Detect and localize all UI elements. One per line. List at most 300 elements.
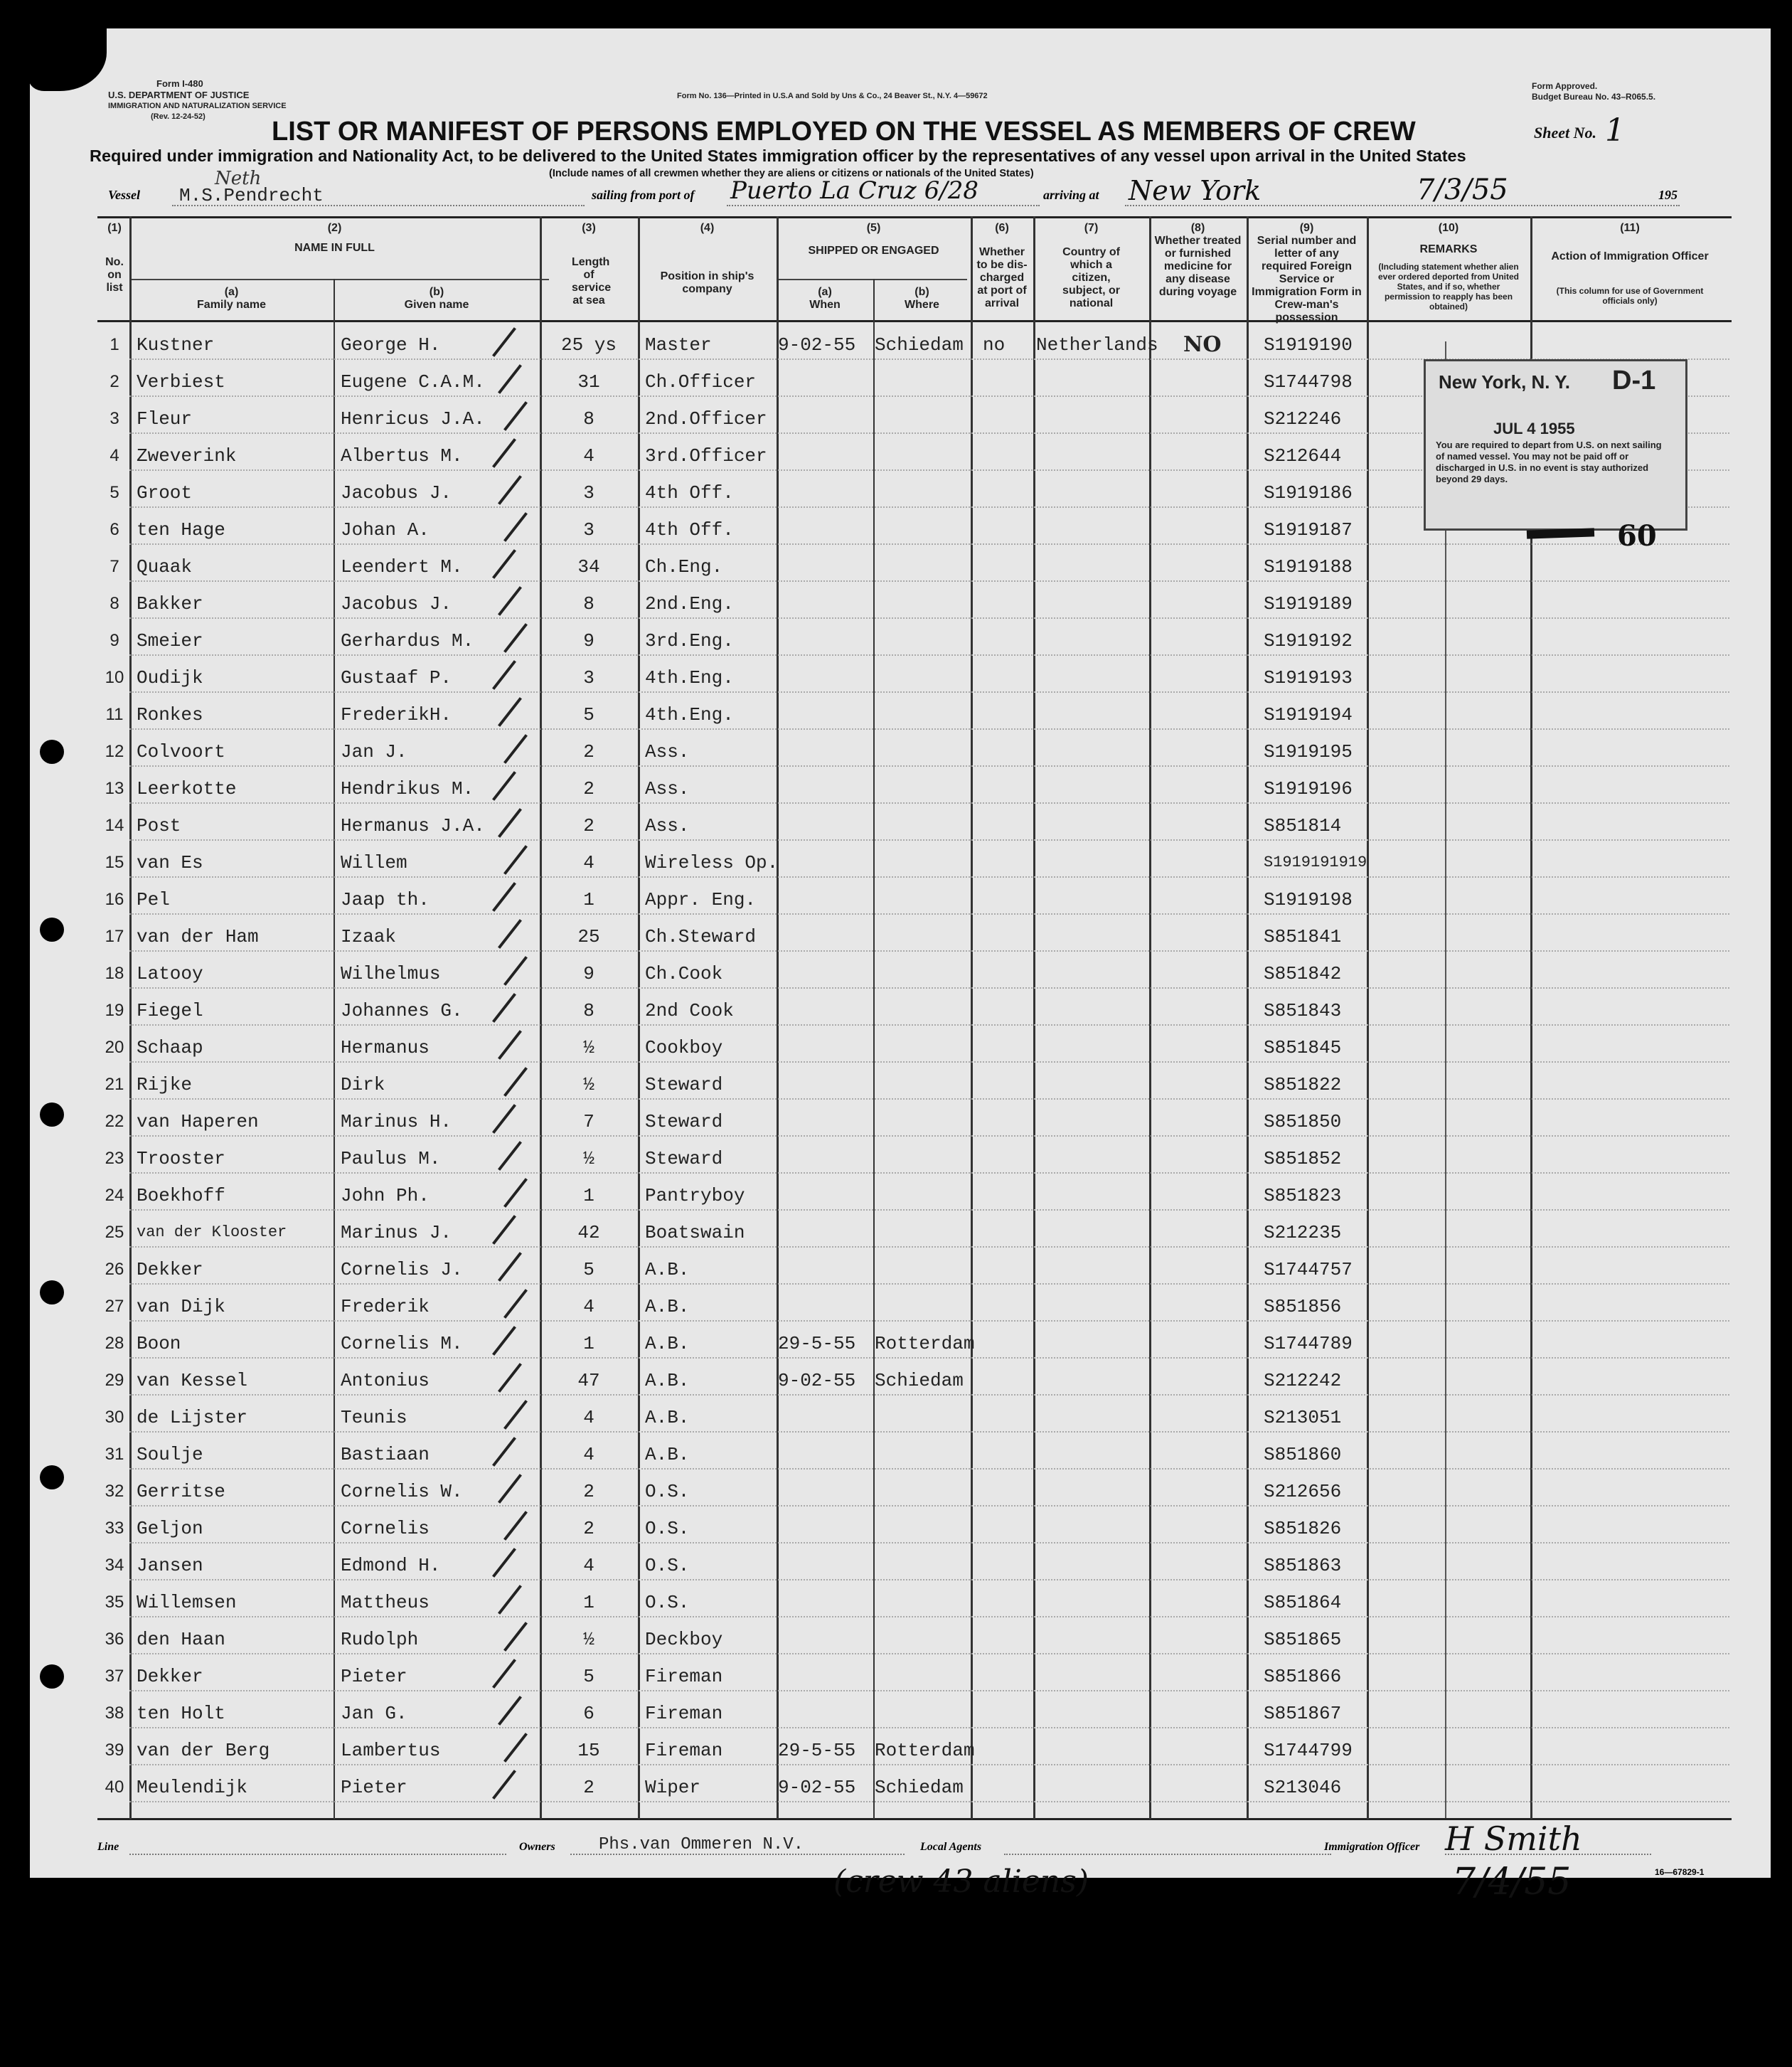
- position: Steward: [645, 1074, 723, 1095]
- length-of-service: 9: [583, 630, 594, 652]
- row-number: 30: [105, 1408, 124, 1427]
- family-name: Quaak: [137, 556, 193, 578]
- check-mark-icon: [492, 327, 516, 357]
- position: Ch.Steward: [645, 926, 757, 947]
- given-name: Frederik: [341, 1296, 430, 1317]
- check-mark-icon: [498, 1585, 522, 1615]
- row-number: 22: [105, 1112, 124, 1131]
- country: Netherlands: [1036, 334, 1158, 356]
- serial-number: S1744789: [1264, 1333, 1353, 1354]
- position: Ass.: [645, 741, 690, 762]
- length-of-service: 47: [577, 1370, 600, 1391]
- serial-number: S851856: [1264, 1296, 1342, 1317]
- position: Pantryboy: [645, 1185, 745, 1206]
- arrival-date: 7/3/55: [1417, 174, 1508, 206]
- row-number: 19: [105, 1001, 124, 1020]
- col2-number: (2): [327, 222, 342, 234]
- sailing-from-port: Puerto La Cruz 6/28: [730, 176, 978, 205]
- given-name: Jan J.: [341, 741, 407, 762]
- col2a-header: Family name: [197, 299, 266, 311]
- crossed-out-mark: [1527, 528, 1594, 538]
- officer-signature: H Smith: [1445, 1819, 1582, 1858]
- length-of-service: 2: [583, 741, 594, 762]
- length-of-service: 4: [583, 852, 594, 873]
- col5-number: (5): [866, 222, 881, 234]
- row-number: 27: [105, 1297, 124, 1316]
- family-name: van Es: [137, 852, 203, 873]
- given-name: Johan A.: [341, 519, 430, 541]
- check-mark-icon: [492, 549, 516, 579]
- serial-number: S851826: [1264, 1518, 1342, 1539]
- check-mark-icon: [492, 438, 516, 468]
- given-name: Leendert M.: [341, 556, 463, 578]
- given-name: George H.: [341, 334, 441, 356]
- serial-number: S1919196: [1264, 778, 1353, 799]
- serial-number: S212242: [1264, 1370, 1342, 1391]
- medicine: NO: [1183, 332, 1222, 357]
- serial-number: S851852: [1264, 1148, 1342, 1169]
- shipped-when: 29-5-55: [778, 1740, 856, 1761]
- length-of-service: 3: [583, 519, 594, 541]
- serial-number: S851841: [1264, 926, 1342, 947]
- given-name: Willem: [341, 852, 407, 873]
- row-number: 28: [105, 1334, 124, 1353]
- serial-number: S851867: [1264, 1703, 1342, 1724]
- shipped-where: Schiedam: [875, 1370, 964, 1391]
- serial-number: S1744757: [1264, 1259, 1353, 1280]
- family-name: Gerritse: [137, 1481, 225, 1502]
- sailing-label: sailing from port of: [592, 188, 695, 202]
- family-name: van der Klooster: [137, 1223, 287, 1241]
- given-name: Cornelis M.: [341, 1333, 463, 1354]
- owners-label: Owners: [519, 1841, 555, 1853]
- family-name: Groot: [137, 482, 193, 504]
- position: 4th Off.: [645, 482, 734, 504]
- family-name: Boon: [137, 1333, 181, 1354]
- officer-date: 7/4/55: [1452, 1861, 1572, 1903]
- shipped-where: Schiedam: [875, 334, 964, 356]
- stamp-code: D-1: [1612, 366, 1656, 395]
- position: Fireman: [645, 1666, 723, 1687]
- col7-header: Country of which a citizen, subject, or national: [1062, 246, 1120, 309]
- row-number: 18: [105, 964, 124, 983]
- line-label: Line: [97, 1841, 119, 1853]
- given-name: FrederikH.: [341, 704, 452, 726]
- check-mark-icon: [503, 1400, 528, 1430]
- family-name: Dekker: [137, 1259, 203, 1280]
- length-of-service: 2: [583, 778, 594, 799]
- family-name: Schaap: [137, 1037, 203, 1058]
- serial-number: S1919191919: [1264, 854, 1367, 871]
- position: Steward: [645, 1148, 723, 1169]
- serial-number: S212644: [1264, 445, 1342, 467]
- length-of-service: 2: [583, 1481, 594, 1502]
- shipped-where: Schiedam: [875, 1777, 964, 1798]
- owners-value: Phs.van Ommeren N.V.: [599, 1835, 804, 1854]
- serial-number: S212246: [1264, 408, 1342, 430]
- length-of-service: 3: [583, 482, 594, 504]
- family-name: Leerkotte: [137, 778, 237, 799]
- given-name: Cornelis W.: [341, 1481, 463, 1502]
- manifest-sheet: [30, 28, 1771, 1903]
- length-of-service: 15: [577, 1740, 600, 1761]
- serial-number: S851842: [1264, 963, 1342, 984]
- position: 4th.Eng.: [645, 704, 734, 726]
- check-mark-icon: [498, 1030, 522, 1060]
- check-mark-icon: [503, 956, 528, 986]
- serial-number: S1919194: [1264, 704, 1353, 726]
- position: O.S.: [645, 1481, 690, 1502]
- form-approved: Form Approved.: [1532, 81, 1598, 91]
- row-number: 34: [105, 1556, 124, 1575]
- length-of-service: 2: [583, 1518, 594, 1539]
- shipped-when: 9-02-55: [778, 1370, 856, 1391]
- length-of-service: 1: [583, 1185, 594, 1206]
- row-number: 6: [110, 520, 119, 539]
- col8-number: (8): [1190, 222, 1205, 234]
- check-mark-icon: [503, 1733, 528, 1763]
- family-name: Pel: [137, 889, 170, 910]
- shipped-when: 9-02-55: [778, 1777, 856, 1798]
- given-name: John Ph.: [341, 1185, 430, 1206]
- family-name: van der Berg: [137, 1740, 270, 1761]
- col6-header: Whether to be dis-charged at port of arrival: [976, 246, 1028, 309]
- check-mark-icon: [498, 1474, 522, 1504]
- col5a-letter: (a): [818, 286, 832, 298]
- family-name: Fiegel: [137, 1000, 203, 1021]
- family-name: Jansen: [137, 1555, 203, 1576]
- given-name: Hermanus: [341, 1037, 430, 1058]
- discharge: no: [983, 334, 1006, 356]
- given-name: Eugene C.A.M.: [341, 371, 485, 393]
- row-number: 25: [105, 1223, 124, 1242]
- col11-note: (This column for use of Government officials only): [1556, 286, 1704, 306]
- position: O.S.: [645, 1592, 690, 1613]
- budget-bureau: Budget Bureau No. 43–R065.5.: [1532, 92, 1656, 102]
- check-mark-icon: [492, 1326, 516, 1356]
- row-number: 13: [105, 779, 124, 798]
- serial-number: S213046: [1264, 1777, 1342, 1798]
- col10-number: (10): [1438, 222, 1459, 234]
- serial-number: S1919188: [1264, 556, 1353, 578]
- check-mark-icon: [492, 771, 516, 801]
- position: 2nd.Eng.: [645, 593, 734, 615]
- family-name: Smeier: [137, 630, 203, 652]
- row-number: 11: [105, 705, 124, 724]
- length-of-service: ½: [583, 1629, 594, 1650]
- family-name: Zweverink: [137, 445, 237, 467]
- serial-number: S1919190: [1264, 334, 1353, 356]
- check-mark-icon: [492, 882, 516, 912]
- row-number: 37: [105, 1667, 124, 1686]
- check-mark-icon: [492, 1215, 516, 1245]
- position: A.B.: [645, 1333, 690, 1354]
- length-of-service: 34: [577, 556, 600, 578]
- check-mark-icon: [503, 1622, 528, 1652]
- position: Wiper: [645, 1777, 701, 1798]
- col5b-letter: (b): [914, 286, 929, 298]
- family-name: ten Hage: [137, 519, 225, 541]
- serial-number: S1919193: [1264, 667, 1353, 689]
- form-id: Form I-480: [156, 78, 203, 89]
- length-of-service: 5: [583, 704, 594, 726]
- row-number: 2: [110, 372, 119, 391]
- col7-number: (7): [1084, 222, 1099, 234]
- row-number: 20: [105, 1038, 124, 1057]
- serial-number: S1919186: [1264, 482, 1353, 504]
- serial-number: S851864: [1264, 1592, 1342, 1613]
- col5-header: SHIPPED OR ENGAGED: [808, 245, 939, 257]
- given-name: Hendrikus M.: [341, 778, 474, 799]
- family-name: Post: [137, 815, 181, 836]
- position: A.B.: [645, 1370, 690, 1391]
- serial-number: S1744799: [1264, 1740, 1353, 1761]
- length-of-service: ½: [583, 1148, 594, 1169]
- row-number: 26: [105, 1260, 124, 1279]
- annotation-60: 60: [1617, 519, 1657, 553]
- include-note: (Include names of all crewmen whether they are aliens or citizens or nationals of the United States): [549, 168, 1034, 179]
- arriving-at-port: New York: [1129, 175, 1262, 206]
- row-number: 8: [110, 594, 119, 613]
- given-name: Jacobus J.: [341, 482, 452, 504]
- check-mark-icon: [498, 1252, 522, 1282]
- check-mark-icon: [498, 697, 522, 727]
- serial-number: S851863: [1264, 1555, 1342, 1576]
- check-mark-icon: [492, 1548, 516, 1578]
- check-mark-icon: [492, 1437, 516, 1467]
- given-name: Paulus M.: [341, 1148, 441, 1169]
- check-mark-icon: [498, 1696, 522, 1726]
- position: Wireless Op.: [645, 852, 779, 873]
- length-of-service: 2: [583, 1777, 594, 1798]
- check-mark-icon: [503, 1067, 528, 1097]
- position: 3rd.Eng.: [645, 630, 734, 652]
- position: 4th Off.: [645, 519, 734, 541]
- serial-number: S212656: [1264, 1481, 1342, 1502]
- crew-count-note: (crew 43 aliens): [833, 1864, 1089, 1900]
- service: IMMIGRATION AND NATURALIZATION SERVICE: [108, 102, 287, 110]
- check-mark-icon: [498, 364, 522, 394]
- given-name: Henricus J.A.: [341, 408, 485, 430]
- serial-number: S1919189: [1264, 593, 1353, 615]
- row-number: 10: [105, 668, 124, 687]
- given-name: Antonius: [341, 1370, 430, 1391]
- row-number: 5: [110, 483, 119, 502]
- position: Fireman: [645, 1740, 723, 1761]
- row-number: 14: [105, 816, 124, 835]
- check-mark-icon: [498, 1363, 522, 1393]
- col9-number: (9): [1299, 222, 1314, 234]
- family-name: Kustner: [137, 334, 215, 356]
- position: Ass.: [645, 778, 690, 799]
- given-name: Teunis: [341, 1407, 407, 1428]
- given-name: Hermanus J.A.: [341, 815, 485, 836]
- position: Master: [645, 334, 712, 356]
- length-of-service: 8: [583, 1000, 594, 1021]
- check-mark-icon: [503, 734, 528, 764]
- given-name: Edmond H.: [341, 1555, 441, 1576]
- family-name: Verbiest: [137, 371, 225, 393]
- col3-number: (3): [582, 222, 596, 234]
- row-number: 15: [105, 853, 124, 872]
- row-number: 17: [105, 927, 124, 946]
- position: 2nd.Officer: [645, 408, 767, 430]
- shipped-when: 29-5-55: [778, 1333, 856, 1354]
- row-number: 31: [105, 1445, 124, 1464]
- family-name: Fleur: [137, 408, 193, 430]
- serial-number: S851865: [1264, 1629, 1342, 1650]
- col8-header: Whether treated or furnished medicine for any disease during voyage: [1154, 235, 1242, 298]
- position: A.B.: [645, 1296, 690, 1317]
- check-mark-icon: [503, 401, 528, 431]
- position: 3rd.Officer: [645, 445, 767, 467]
- stamp-city: New York, N. Y.: [1439, 371, 1570, 393]
- family-name: Soulje: [137, 1444, 203, 1465]
- position: A.B.: [645, 1259, 690, 1280]
- row-number: 35: [105, 1593, 124, 1612]
- position: O.S.: [645, 1518, 690, 1539]
- position: 4th.Eng.: [645, 667, 734, 689]
- family-name: ten Holt: [137, 1703, 225, 1724]
- length-of-service: 5: [583, 1259, 594, 1280]
- family-name: Colvoort: [137, 741, 225, 762]
- col4-number: (4): [700, 222, 715, 234]
- position: Steward: [645, 1111, 723, 1132]
- given-name: Jaap th.: [341, 889, 430, 910]
- family-name: Latooy: [137, 963, 203, 984]
- family-name: Oudijk: [137, 667, 203, 689]
- check-mark-icon: [492, 1770, 516, 1800]
- serial-number: S1919192: [1264, 630, 1353, 652]
- serial-number: S851860: [1264, 1444, 1342, 1465]
- length-of-service: 3: [583, 667, 594, 689]
- length-of-service: 1: [583, 889, 594, 910]
- shipped-where: Rotterdam: [875, 1740, 975, 1761]
- family-name: Trooster: [137, 1148, 225, 1169]
- position: Fireman: [645, 1703, 723, 1724]
- given-name: Marinus J.: [341, 1222, 452, 1243]
- revision: (Rev. 12-24-52): [151, 112, 206, 121]
- given-name: Jan G.: [341, 1703, 407, 1724]
- family-name: van der Ham: [137, 926, 259, 947]
- stamp-text: You are required to depart from U.S. on next sailing of named vessel. You may not be paid off or discharged in U.S. in no event is stay authorized beyond 29 days.: [1436, 440, 1662, 484]
- position: Appr. Eng.: [645, 889, 757, 910]
- length-of-service: 42: [577, 1222, 600, 1243]
- family-name: de Lijster: [137, 1407, 248, 1428]
- family-name: Dekker: [137, 1666, 203, 1687]
- family-name: Willemsen: [137, 1592, 237, 1613]
- shipped-where: Rotterdam: [875, 1333, 975, 1354]
- check-mark-icon: [498, 808, 522, 838]
- printer-note: Form No. 136—Printed in U.S.A and Sold by Uns & Co., 24 Beaver St., N.Y. 4—59672: [677, 92, 988, 100]
- given-name: Jacobus J.: [341, 593, 452, 615]
- position: Ch.Cook: [645, 963, 723, 984]
- serial-number: S851823: [1264, 1185, 1342, 1206]
- length-of-service: 8: [583, 408, 594, 430]
- given-name: Izaak: [341, 926, 397, 947]
- family-name: Bakker: [137, 593, 203, 615]
- check-mark-icon: [492, 993, 516, 1023]
- given-name: Pieter: [341, 1777, 407, 1798]
- length-of-service: 4: [583, 1444, 594, 1465]
- serial-number: S851822: [1264, 1074, 1342, 1095]
- form-code: 16—67829-1: [1655, 1867, 1705, 1877]
- row-number: 12: [105, 742, 124, 761]
- check-mark-icon: [498, 919, 522, 949]
- col1-header: No. on list: [105, 256, 124, 294]
- row-number: 39: [105, 1741, 124, 1760]
- length-of-service: 4: [583, 1296, 594, 1317]
- check-mark-icon: [503, 1289, 528, 1319]
- page-title: LIST OR MANIFEST OF PERSONS EMPLOYED ON THE VESSEL AS MEMBERS OF CREW: [272, 117, 1416, 147]
- position: Deckboy: [645, 1629, 723, 1650]
- col4-header: Position in ship's company: [660, 270, 754, 295]
- row-number: 40: [105, 1778, 124, 1797]
- col5b-header: Where: [905, 299, 939, 311]
- given-name: Gustaaf P.: [341, 667, 452, 689]
- col5a-header: When: [809, 299, 841, 311]
- family-name: Rijke: [137, 1074, 193, 1095]
- length-of-service: 1: [583, 1333, 594, 1354]
- row-number: 16: [105, 890, 124, 909]
- length-of-service: 31: [577, 371, 600, 393]
- check-mark-icon: [503, 1178, 528, 1208]
- given-name: Lambertus: [341, 1740, 441, 1761]
- immigration-officer-label: Immigration Officer: [1324, 1841, 1420, 1853]
- vessel-name: M.S.Pendrecht: [179, 185, 324, 206]
- serial-number: S1919195: [1264, 741, 1353, 762]
- family-name: van Kessel: [137, 1370, 248, 1391]
- given-name: Mattheus: [341, 1592, 430, 1613]
- col11-header: Action of Immigration Officer: [1551, 250, 1709, 262]
- immigration-stamp: [1424, 359, 1687, 531]
- sheet-number: 1: [1605, 112, 1625, 149]
- col9-header: Serial number and letter of any required Foreign Service or Immigration Form in Crew-man's possession: [1252, 235, 1362, 324]
- length-of-service: ½: [583, 1074, 594, 1095]
- year-label: 195: [1658, 188, 1678, 202]
- col6-number: (6): [995, 222, 1009, 234]
- given-name: Johannes G.: [341, 1000, 463, 1021]
- length-of-service: 8: [583, 593, 594, 615]
- serial-number: S851866: [1264, 1666, 1342, 1687]
- length-of-service: 2: [583, 815, 594, 836]
- length-of-service: 9: [583, 963, 594, 984]
- given-name: Albertus M.: [341, 445, 463, 467]
- row-number: 38: [105, 1704, 124, 1723]
- family-name: Ronkes: [137, 704, 203, 726]
- subtitle: Required under immigration and Nationality Act, to be delivered to the United States immigration officer by the representatives of any vessel upon arrival in the United States: [90, 147, 1466, 165]
- check-mark-icon: [498, 1141, 522, 1171]
- length-of-service: 1: [583, 1592, 594, 1613]
- row-number: 1: [110, 335, 119, 354]
- serial-number: S851845: [1264, 1037, 1342, 1058]
- position: Ass.: [645, 815, 690, 836]
- col2-header: NAME IN FULL: [294, 242, 375, 254]
- department: U.S. DEPARTMENT OF JUSTICE: [108, 90, 250, 100]
- serial-number: S851814: [1264, 815, 1342, 836]
- position: A.B.: [645, 1444, 690, 1465]
- family-name: van Dijk: [137, 1296, 225, 1317]
- arriving-label: arriving at: [1043, 188, 1099, 202]
- given-name: Pieter: [341, 1666, 407, 1687]
- check-mark-icon: [503, 1511, 528, 1541]
- serial-number: S1919198: [1264, 889, 1353, 910]
- check-mark-icon: [503, 623, 528, 653]
- row-number: 3: [110, 409, 119, 428]
- col2b-letter: (b): [429, 286, 444, 298]
- length-of-service: 4: [583, 445, 594, 467]
- length-of-service: 4: [583, 1555, 594, 1576]
